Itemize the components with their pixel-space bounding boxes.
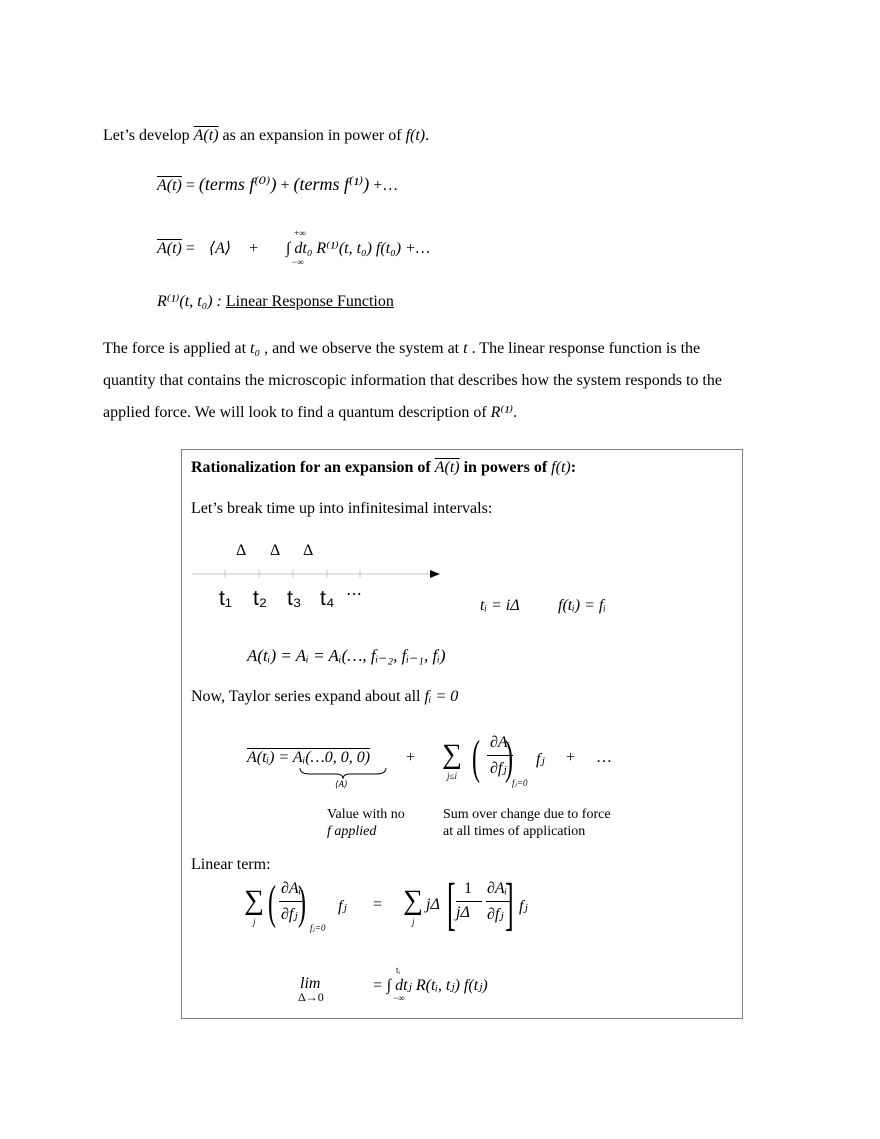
lin-denominator: ∂fⱼ	[281, 906, 298, 923]
partial-numerator: ∂Aᵢ	[490, 734, 511, 751]
rationalization-box	[181, 449, 743, 1019]
ti-definition: tᵢ = iΔ	[480, 597, 520, 614]
exp-fj: fⱼ	[536, 751, 545, 768]
paragraph-line-1: The force is applied at t₀ , and we observe the system at t . The linear response function is the	[103, 340, 701, 357]
lin-fj-2: fⱼ	[519, 898, 528, 915]
tick-t1: t₁	[219, 587, 232, 610]
linear-term-label: Linear term:	[191, 856, 271, 873]
lin-eval: fⱼ=0	[310, 923, 326, 933]
time-axis	[190, 566, 450, 582]
lin-sum-sign: ∑	[244, 885, 264, 916]
lin-fraction-bar-2	[456, 901, 482, 902]
taylor-text: Now, Taylor series expand about all fᵢ = 0	[191, 688, 459, 705]
lin-right-paren: )	[298, 876, 306, 929]
lin-jdelta-2: jΔ	[456, 904, 470, 921]
integral-lower-limit: −∞	[292, 257, 304, 267]
tick-t3: t₃	[287, 587, 302, 610]
paragraph-line-2: quantity that contains the microscopic information that describes how the system responds to the	[103, 372, 722, 389]
partial-denominator: ∂fⱼ	[490, 760, 507, 777]
lim-lower: −∞	[393, 993, 405, 1003]
lim-upper: tᵢ	[396, 965, 400, 975]
exp-plus-1: +	[406, 749, 416, 766]
tick-ellipsis: ⋯	[346, 586, 362, 603]
lim-label: lim	[300, 975, 321, 992]
lin-fj: fⱼ	[338, 898, 347, 915]
paragraph-line-3: applied force. We will look to find a quantum description of R⁽¹⁾.	[103, 404, 518, 421]
lin-one: 1	[464, 880, 472, 897]
break-time-text: Let’s break time up into infinitesimal intervals:	[191, 500, 493, 517]
lin-sum-sub: j	[253, 917, 256, 927]
lin-numerator-2: ∂Aᵢ	[487, 880, 508, 897]
delta-3: Δ	[303, 542, 314, 559]
sum-subscript: j≤i	[447, 771, 457, 781]
delta-2: Δ	[270, 542, 281, 559]
left-paren: (	[472, 731, 480, 784]
A-bar-symbol: A(t)	[193, 127, 219, 144]
lim-sub: Δ→0	[298, 990, 324, 1004]
underbrace	[298, 766, 388, 780]
box-title: Rationalization for an expansion of A(t) in powers of f(t):	[191, 459, 577, 476]
exp-plus-2: +	[566, 749, 576, 766]
eval-subscript: fⱼ=0	[512, 778, 528, 788]
fti-definition: f(tᵢ) = fᵢ	[558, 597, 606, 614]
lin-sum-sub-2: j	[412, 917, 415, 927]
note-sum-over-change: Sum over change due to force at all times of application	[443, 807, 611, 839]
equation-expansion-terms: A(t) = (terms f⁽⁰⁾) + (terms f⁽¹⁾) +…	[157, 174, 399, 194]
expansion-lhs: A(tᵢ) = Aᵢ(…0, 0, 0)	[247, 749, 371, 766]
lin-sum-sign-2: ∑	[403, 885, 423, 916]
note-value-no-f: Value with no f applied	[327, 807, 405, 839]
f-of-t-symbol: f(t)	[405, 127, 426, 144]
integral-upper-limit: +∞	[294, 228, 306, 238]
linear-response-label: Linear Response Function	[225, 293, 394, 310]
lin-left-paren: (	[268, 876, 276, 929]
lim-rhs: = ∫ dtⱼ R(tᵢ, tⱼ) f(tⱼ)	[372, 977, 488, 994]
brace-label: ⟨A⟩	[335, 779, 348, 789]
intro-line: Let’s develop A(t) as an expansion in power of f(t).	[103, 127, 430, 144]
tick-t2: t₂	[253, 587, 267, 610]
exp-dots: …	[596, 749, 612, 766]
integral-term: ∫ dt₀ R⁽¹⁾(t, t₀) f(t₀) +…	[286, 240, 431, 257]
response-function-definition: R⁽¹⁾(t, t₀) : Linear Response Function	[157, 293, 394, 310]
right-paren: )	[505, 731, 513, 784]
lin-right-bracket: ]	[505, 871, 514, 936]
lin-numerator: ∂Aᵢ	[281, 880, 302, 897]
lin-denominator-2: ∂fⱼ	[487, 906, 504, 923]
equation-linear-expansion: A(t) = ⟨A⟩ +	[157, 240, 259, 257]
delta-1: Δ	[236, 542, 247, 559]
lin-eq: =	[373, 896, 383, 913]
sum-sign: ∑	[442, 739, 462, 770]
tick-t4: t₄	[320, 587, 335, 610]
lin-jdelta: jΔ	[426, 896, 440, 913]
lin-left-bracket: [	[447, 871, 456, 936]
Ai-function: A(tᵢ) = Aᵢ = Aᵢ(…, fᵢ₋₂, fᵢ₋₁, fᵢ)	[247, 646, 446, 665]
